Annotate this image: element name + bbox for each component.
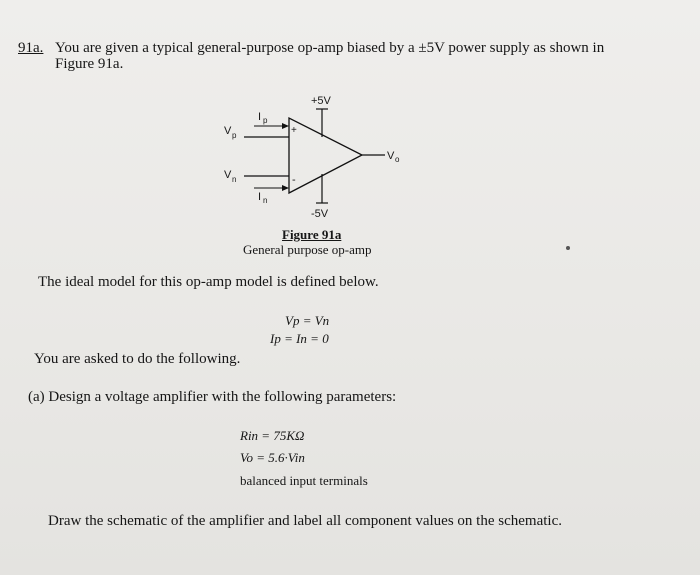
- param-gain: Vo = 5.6·Vin: [240, 450, 305, 465]
- part-a-text: (a) Design a voltage amplifier with the following parameters:: [28, 389, 397, 405]
- question-text-line1: You are given a typical general-purpose op-amp biased by a ±5V power supply as shown in: [55, 40, 605, 56]
- asked-text: You are asked to do the following.: [34, 351, 241, 367]
- param-input-resistance: Rin = 75KΩ: [240, 428, 305, 443]
- vo-label: V: [387, 150, 395, 162]
- vn-label: V: [224, 169, 232, 181]
- param-balanced-inputs: balanced input terminals: [240, 473, 368, 488]
- equation-voltage: Vp = Vn: [285, 313, 330, 328]
- stray-dot: [566, 246, 570, 250]
- question-number: 91a.: [18, 40, 44, 56]
- negative-supply-label: -5V: [311, 208, 329, 220]
- equation-current: Ip = In = 0: [270, 331, 329, 346]
- positive-supply-label: +5V: [311, 95, 331, 107]
- question-text-line2: Figure 91a.: [55, 56, 124, 72]
- op-amp-triangle: [289, 118, 362, 193]
- minus-input-sign: -: [292, 174, 296, 186]
- in-subscript: n: [263, 196, 268, 205]
- plus-input-sign: +: [291, 125, 297, 136]
- vo-subscript: o: [395, 155, 400, 164]
- figure-subcaption: General purpose op-amp: [243, 242, 372, 257]
- vp-subscript: p: [232, 131, 237, 140]
- ip-subscript: p: [263, 116, 268, 125]
- in-label: I: [258, 191, 262, 203]
- draw-instruction: Draw the schematic of the amplifier and label all component values on the schematic.: [48, 513, 562, 529]
- ideal-model-text: The ideal model for this op-amp model is defined below.: [38, 274, 379, 290]
- figure-caption: Figure 91a: [282, 227, 342, 242]
- vp-label: V: [224, 125, 232, 137]
- vn-subscript: n: [232, 175, 237, 184]
- ip-label: I: [258, 111, 262, 123]
